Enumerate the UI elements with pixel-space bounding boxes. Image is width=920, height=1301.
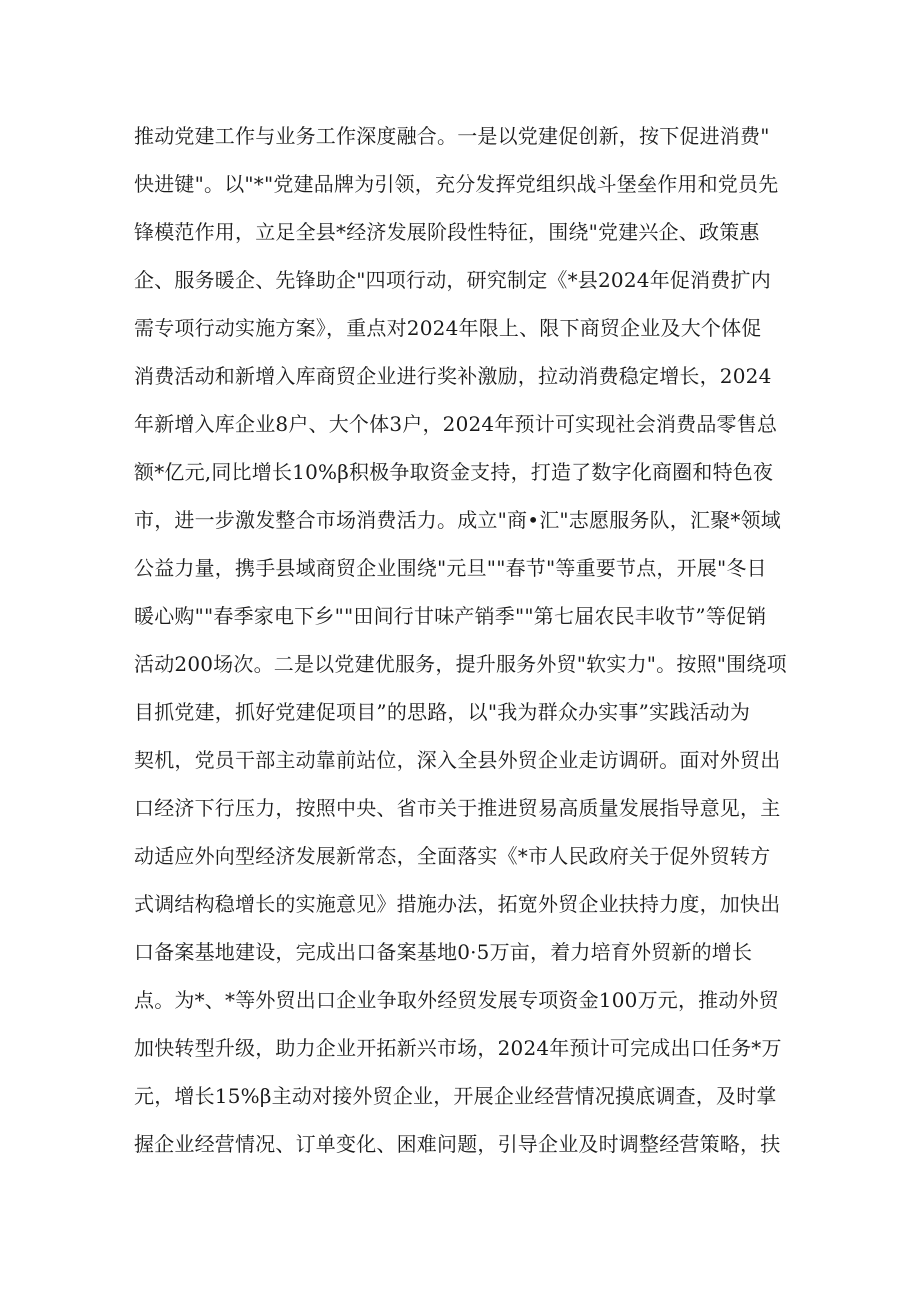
text-line-7: 年新增入库企业8户、大个体3户，2024年预计可实现社会消费品零售总: [134, 412, 778, 436]
text-line-22: 握企业经营情况、订单变化、困难问题，引导企业及时调整经营策略，扶: [134, 1132, 781, 1156]
text-line-8: 额*亿元,同比增长10%β积极争取资金支持，打造了数字化商圈和特色夜: [134, 460, 774, 484]
text-line-19: 点。为*、*等外贸出口企业争取外经贸发展专项资金100万元，推动外贸: [134, 988, 779, 1012]
body-paragraph: [134, 112, 794, 1168]
text-line-2: 快进键"。以"*"党建品牌为引领，充分发挥党组织战斗堡垒作用和党员先: [134, 172, 779, 196]
text-line-11: 暖心购""春季家电下乡""田间行甘味产销季""第七届农民丰收节”等促销: [134, 604, 767, 628]
text-line-5: 需专项行动实施方案》，重点对2024年限上、限下商贸企业及大个体促: [134, 316, 762, 340]
text-line-4: 企、服务暖企、先锋助企"四项行动，研究制定《*县2024年促消费扩内: [134, 268, 771, 292]
text-line-15: 口经济下行压力，按照中央、省市关于推进贸易高质量发展指导意见，主: [134, 796, 781, 820]
text-line-10: 公益力量，携手县域商贸企业围绕"元旦""春节"等重要节点，开展"冬日: [134, 556, 767, 580]
text-line-9: 市，进一步激发整合市场消费活力。成立"商•汇"志愿服务队，汇聚*领域: [134, 508, 781, 532]
text-line-3: 锋模范作用，立足全县*经济发展阶段性特征，围绕"党建兴企、政策惠: [134, 220, 760, 244]
text-line-16: 动适应外向型经济发展新常态，全面落实《*市人民政府关于促外贸转方: [134, 844, 771, 868]
text-line-13: 目抓党建，抓好党建促项目”的思路，以"我为群众办实事”实践活动为: [134, 700, 751, 724]
text-line-12: 活动200场次。二是以党建优服务，提升服务外贸"软实力"。按照"围绕项: [134, 652, 787, 676]
text-line-18: 口备案基地建设，完成出口备案基地0·5万亩，着力培育外贸新的增长: [134, 940, 753, 964]
text-line-14: 契机，党员干部主动靠前站位，深入全县外贸企业走访调研。面对外贸出: [134, 748, 781, 772]
text-line-6: 消费活动和新增入库商贸企业进行奖补激励，拉动消费稳定增长，2024: [134, 364, 772, 388]
text-line-21: 元，增长15%β主动对接外贸企业，开展企业经营情况摸底调查，及时掌: [134, 1084, 777, 1108]
text-line-1: 推动党建工作与业务工作深度融合。一是以党建促创新，按下促进消费": [134, 124, 770, 148]
text-line-17: 式调结构稳增长的实施意见》措施办法，拓宽外贸企业扶持力度，加快出: [134, 892, 781, 916]
text-line-20: 加快转型升级，助力企业开拓新兴市场，2024年预计可完成出口任务*万: [134, 1036, 782, 1060]
